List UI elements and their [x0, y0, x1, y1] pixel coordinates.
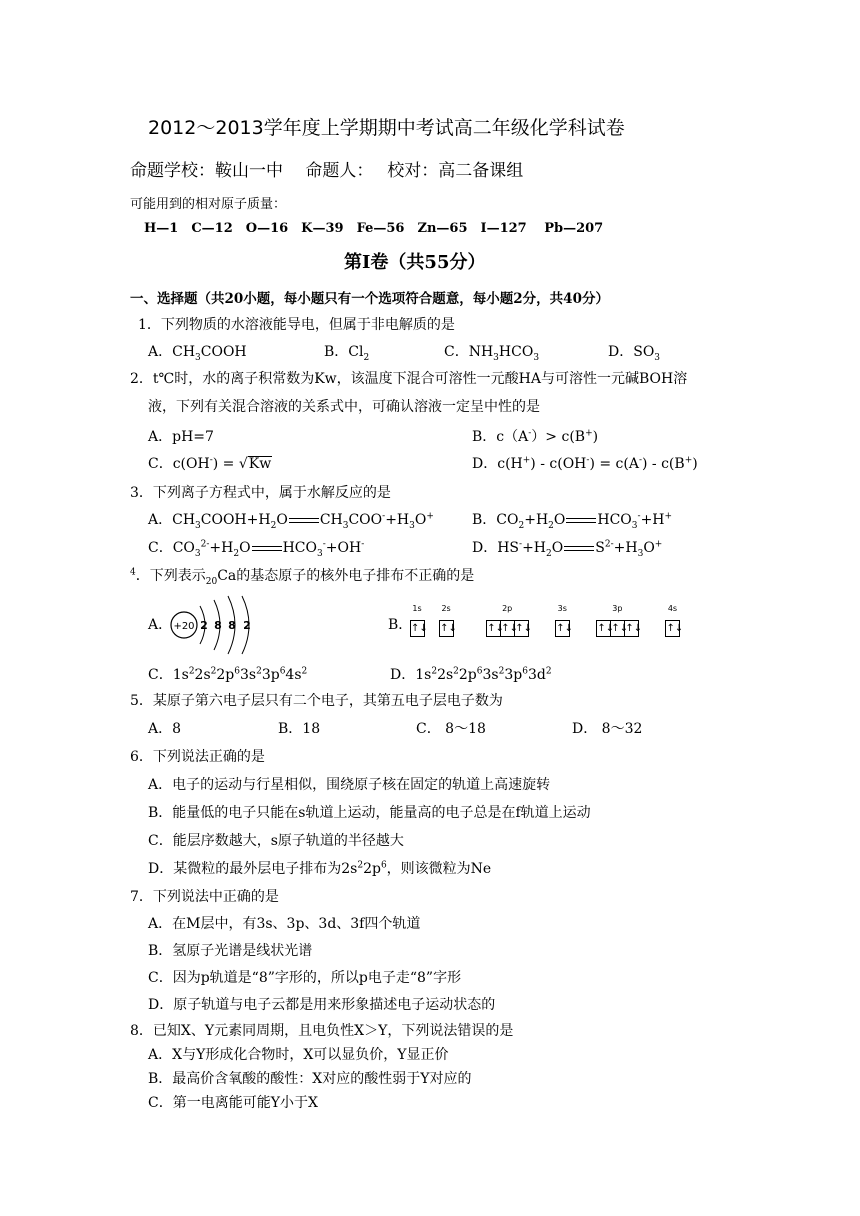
- q5-option-c: C． 8～18: [416, 721, 486, 737]
- q5-option-b: B．18: [278, 721, 321, 737]
- q6-option-a: A．电子的运动与行星相似，围绕原子核在固定的轨道上高速旋转: [148, 777, 551, 793]
- equilibrium-arrow: [289, 516, 319, 525]
- orbital-box: ↑↓: [514, 620, 529, 637]
- q4-option-a-label: A．: [148, 617, 173, 633]
- shell-electron-count: 2: [243, 619, 251, 632]
- atomic-mass-intro: 可能用到的相对原子质量：: [130, 197, 287, 212]
- page-title: 2012～2013学年度上学期期中考试高二年级化学科试卷: [148, 117, 625, 139]
- orbital-box: ↑↓: [439, 620, 454, 637]
- q2-stem-line1: 2．t℃时，水的离子积常数为Kw，该温度下混合可溶性一元酸HA与可溶性一元碱BOH溶: [130, 371, 688, 387]
- q6-option-c: C．能层序数越大，s原子轨道的半径越大: [148, 833, 404, 849]
- q2-option-d: D．c(H+) - c(OH-) = c(A-) - c(B+): [472, 455, 698, 472]
- q2-option-c: C．c(OH-) = √Kw: [148, 455, 272, 472]
- orbital-1s: 1s ↑↓: [410, 604, 424, 637]
- equilibrium-arrow: [566, 516, 596, 525]
- q5-stem: 5．某原子第六电子层只有二个电子，其第五电子层电子数为: [130, 693, 503, 709]
- q7-option-b: B．氢原子光谱是线状光谱: [148, 943, 313, 959]
- q2-stem-line2: 液，下列有关混合溶液的关系式中，可确认溶液一定呈中性的是: [148, 399, 540, 415]
- shell-electron-count: 8: [228, 619, 236, 632]
- q3-option-d: D．$HS^-+H_2O$ $S^{2-}+H_3O^+$: [472, 539, 663, 559]
- orbital-2s: 2s ↑↓: [439, 604, 453, 637]
- q3-stem: 3．下列离子方程式中，属于水解反应的是: [130, 485, 391, 501]
- orbital-box: ↑↓: [610, 620, 625, 637]
- q8-option-c: C．第一电离能可能Y小于X: [148, 1095, 318, 1111]
- q4-option-d: D．$1s^22s^22p^63s^23p^63d^2$: [390, 666, 552, 683]
- q3-option-b: B．$CO_2+H_2O$ $HCO_3^-+H^+$: [472, 511, 673, 531]
- orbital-3s: 3s ↑↓: [555, 604, 569, 637]
- q1-stem: 1．下列物质的水溶液能导电，但属于非电解质的是: [138, 317, 455, 333]
- q8-option-b: B．最高价含氧酸的酸性：X对应的酸性弱于Y对应的: [148, 1071, 472, 1087]
- q8-stem: 8．已知X、Y元素同周期，且电负性X＞Y，下列说法错误的是: [130, 1023, 514, 1039]
- q6-option-d: D．某微粒的最外层电子排布为$2s^22p^6$，则该微粒为Ne: [148, 860, 492, 877]
- orbital-4s: 4s ↑↓: [665, 604, 679, 637]
- q1-option-a: A．$CH_3COOH$: [148, 344, 247, 363]
- orbital-3p: 3p ↑↓↑↓↑↓: [596, 604, 638, 637]
- q7-option-c: C．因为p轨道是“8”字形的，所以p电子走“8”字形: [148, 970, 462, 986]
- q7-option-d: D．原子轨道与电子云都是用来形象描述电子运动状态的: [148, 997, 496, 1013]
- orbital-box: ↑↓: [665, 620, 680, 637]
- q5-option-d: D． 8～32: [572, 721, 643, 737]
- section-title: 第Ⅰ卷（共55分）: [344, 252, 486, 273]
- q1-option-d: D．$SO_3$: [608, 344, 661, 363]
- orbital-box: ↑↓: [410, 620, 425, 637]
- orbital-box: ↑↓: [555, 620, 570, 637]
- atomic-mass-list: H—1 C—12 O—16 K—39 Fe—56 Zn—65 I—127 Pb—207: [144, 221, 604, 236]
- equilibrium-arrow: [564, 544, 594, 553]
- q1-option-c: C．$NH_3HCO_3$: [444, 344, 540, 363]
- orbital-box: ↑↓: [486, 620, 501, 637]
- q1-option-b: B．$Cl_2$: [324, 344, 370, 363]
- q3-option-c: C．$CO_3^{2-}+H_2O$ $HCO_3^-+OH^-$: [148, 539, 365, 559]
- nucleus-charge: +20: [173, 621, 195, 632]
- equilibrium-arrow: [252, 544, 282, 553]
- q7-option-a: A．在M层中，有3s、3p、3d、3f四个轨道: [148, 916, 421, 932]
- orbital-box: ↑↓: [596, 620, 611, 637]
- orbital-diagram: [410, 604, 684, 637]
- part1-header: 一、选择题（共20小题，每小题只有一个选项符合题意，每小题2分，共40分）: [130, 291, 609, 307]
- q4-stem: $^4$．下列表示$_{20}$Ca的基态原子的核外电子排布不正确的是: [130, 567, 475, 587]
- q3-option-a: A．$CH_3COOH+H_2O$ $CH_3COO^-+H_3O^+$: [148, 511, 434, 531]
- q4-option-c: C．$1s^22s^22p^63s^23p^64s^2$: [148, 666, 308, 683]
- shell-electron-count: 2: [200, 619, 208, 632]
- orbital-box: ↑↓: [500, 620, 515, 637]
- q5-option-a: A．8: [148, 721, 182, 737]
- q2-option-a: A．pH=7: [148, 429, 214, 445]
- shell-electron-count: 8: [214, 619, 222, 632]
- q4-option-b-label: B．: [388, 617, 413, 633]
- q2-option-b: B．c（A-）> c(B+): [472, 428, 599, 445]
- atom-shell-diagram: [168, 594, 268, 656]
- q6-stem: 6．下列说法正确的是: [130, 749, 265, 765]
- exam-subtitle: 命题学校：鞍山一中 命题人： 校对：高二备课组: [130, 161, 524, 181]
- orbital-box: ↑↓: [624, 620, 639, 637]
- orbital-2p: 2p ↑↓↑↓↑↓: [486, 604, 528, 637]
- q8-option-a: A．X与Y形成化合物时，X可以显负价，Y显正价: [148, 1047, 449, 1063]
- q7-stem: 7．下列说法中正确的是: [130, 889, 279, 905]
- q6-option-b: B．能量低的电子只能在s轨道上运动，能量高的电子总是在f轨道上运动: [148, 805, 591, 821]
